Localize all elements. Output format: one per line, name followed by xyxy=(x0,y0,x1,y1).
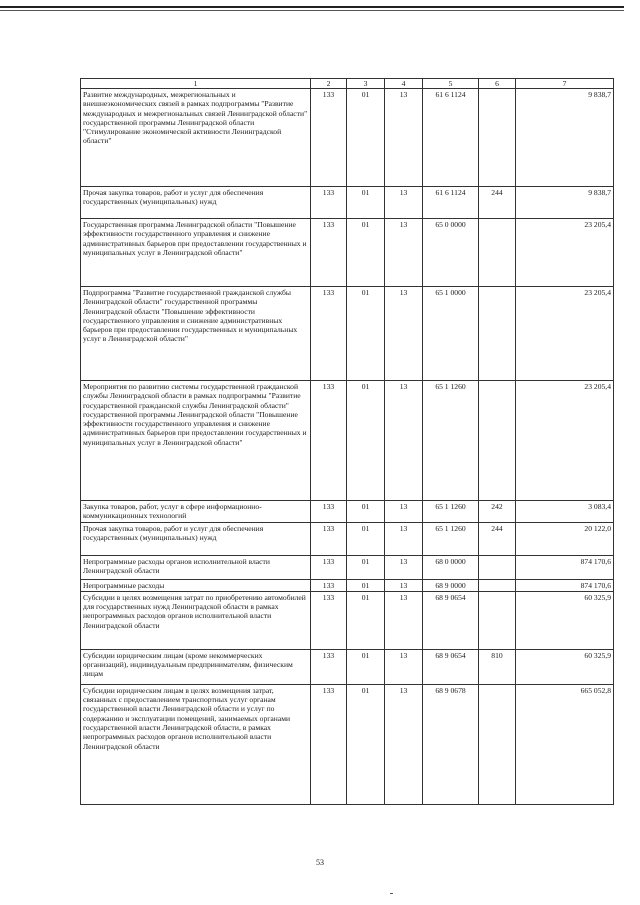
row-col7-cell: 9 838,7 xyxy=(516,187,614,219)
row-col3-cell: 01 xyxy=(347,649,385,684)
row-col2-cell: 133 xyxy=(311,381,347,501)
row-col7-cell: 20 122,0 xyxy=(516,522,614,555)
row-col7-cell: 23 205,4 xyxy=(516,219,614,287)
row-col5-cell: 65 1 1260 xyxy=(423,501,479,523)
row-col3-cell: 01 xyxy=(347,89,385,187)
top-rule xyxy=(0,6,624,8)
row-col3-cell: 01 xyxy=(347,187,385,219)
row-col6-cell: 242 xyxy=(479,501,516,523)
row-col4-cell: 13 xyxy=(385,381,423,501)
row-col3-cell: 01 xyxy=(347,287,385,381)
row-col2-cell: 133 xyxy=(311,579,347,591)
header-cell: 6 xyxy=(479,79,516,89)
row-col4-cell: 13 xyxy=(385,89,423,187)
table-row xyxy=(81,649,614,684)
row-col3-cell: 01 xyxy=(347,381,385,501)
header-cell: 3 xyxy=(347,79,385,89)
row-col5-cell: 65 1 1260 xyxy=(423,381,479,501)
row-col7-cell: 60 325,9 xyxy=(516,591,614,649)
row-col5-cell: 68 0 0000 xyxy=(423,555,479,579)
row-col4-cell: 13 xyxy=(385,287,423,381)
row-col2-cell: 133 xyxy=(311,649,347,684)
row-col2-cell: 133 xyxy=(311,219,347,287)
header-cell: 5 xyxy=(423,79,479,89)
table-row xyxy=(81,522,614,555)
table-row xyxy=(81,684,614,804)
page-number: 53 xyxy=(316,858,324,867)
table-row xyxy=(81,591,614,649)
table-row xyxy=(81,287,614,381)
row-name-cell: Подпрограмма "Развитие государственной гражданской службы Ленинградской области" государственной программы Ленинградской области "Повышение эффективности государственного управления и снижение административных барьеров при предоставлении государственных и муниципальных услуг в Ленинградской области" xyxy=(81,287,311,381)
row-col7-cell: 874 170,6 xyxy=(516,555,614,579)
row-name-cell: Закупка товаров, работ, услуг в сфере информационно-коммуникационных технологий xyxy=(81,501,311,523)
row-name-cell: Прочая закупка товаров, работ и услуг для обеспечения государственных (муниципальных) нужд xyxy=(81,522,311,555)
table-row xyxy=(81,381,614,501)
row-col3-cell: 01 xyxy=(347,591,385,649)
row-name-cell: Непрограммные расходы xyxy=(81,579,311,591)
row-col2-cell: 133 xyxy=(311,591,347,649)
row-col6-cell xyxy=(479,287,516,381)
row-col6-cell xyxy=(479,219,516,287)
table-row xyxy=(81,579,614,591)
row-col7-cell: 3 083,4 xyxy=(516,501,614,523)
header-row xyxy=(81,79,614,89)
row-col6-cell xyxy=(479,555,516,579)
row-col6-cell xyxy=(479,381,516,501)
row-col6-cell: 810 xyxy=(479,649,516,684)
table-row xyxy=(81,187,614,219)
row-name-cell: Непрограммные расходы органов исполнительной власти Ленинградской области xyxy=(81,555,311,579)
row-col7-cell: 23 205,4 xyxy=(516,381,614,501)
row-col4-cell: 13 xyxy=(385,522,423,555)
row-col7-cell: 23 205,4 xyxy=(516,287,614,381)
row-col2-cell: 133 xyxy=(311,287,347,381)
row-name-cell: Субсидии в целях возмещения затрат по приобретению автомобилей для государственных нужд Ленинградской области в рамках непрограммных расходов органов исполнительной власти Ленинградской области xyxy=(81,591,311,649)
table-row xyxy=(81,501,614,523)
header-cell: 2 xyxy=(311,79,347,89)
table-row xyxy=(81,89,614,187)
row-col6-cell: 244 xyxy=(479,522,516,555)
row-col5-cell: 61 6 1124 xyxy=(423,89,479,187)
row-col5-cell: 65 0 0000 xyxy=(423,219,479,287)
row-name-cell: Развитие международных, межрегиональных и внешнеэкономических связей в рамках подпрограммы "Развитие международных и межрегиональных связей Ленинградской области" государственной программы Ленинградской области "Стимулирование экономической активности Ленинградской области" xyxy=(81,89,311,187)
row-col5-cell: 68 9 0678 xyxy=(423,684,479,804)
row-name-cell: Субсидии юридическим лицам в целях возмещения затрат, связанных с предоставлением транспортных услуг органам государственной власти Ленинградской области и услуг по содержанию и эксплуатации помещений, занимаемых органами государственной власти Ленинградской области, в рамках непрограммных расходов органов исполнительной власти Ленинградской области xyxy=(81,684,311,804)
top-rule-thin xyxy=(0,10,624,11)
row-col6-cell: 244 xyxy=(479,187,516,219)
row-col4-cell: 13 xyxy=(385,501,423,523)
row-col6-cell xyxy=(479,579,516,591)
row-col4-cell: 13 xyxy=(385,591,423,649)
row-col6-cell xyxy=(479,89,516,187)
budget-table xyxy=(80,78,614,805)
row-col5-cell: 65 1 1260 xyxy=(423,522,479,555)
row-col2-cell: 133 xyxy=(311,555,347,579)
row-col6-cell xyxy=(479,684,516,804)
row-col4-cell: 13 xyxy=(385,555,423,579)
row-col2-cell: 133 xyxy=(311,522,347,555)
row-col2-cell: 133 xyxy=(311,501,347,523)
row-col5-cell: 65 1 0000 xyxy=(423,287,479,381)
row-col7-cell: 665 052,8 xyxy=(516,684,614,804)
row-col2-cell: 133 xyxy=(311,89,347,187)
row-col5-cell: 68 9 0654 xyxy=(423,591,479,649)
header-cell: 4 xyxy=(385,79,423,89)
row-name-cell: Прочая закупка товаров, работ и услуг для обеспечения государственных (муниципальных) нужд xyxy=(81,187,311,219)
row-col7-cell: 9 838,7 xyxy=(516,89,614,187)
row-col4-cell: 13 xyxy=(385,649,423,684)
row-col3-cell: 01 xyxy=(347,684,385,804)
row-col6-cell xyxy=(479,591,516,649)
row-name-cell: Субсидии юридическим лицам (кроме некоммерческих организаций), индивидуальным предпринимателям, физическим лицам xyxy=(81,649,311,684)
row-col2-cell: 133 xyxy=(311,187,347,219)
row-col5-cell: 61 6 1124 xyxy=(423,187,479,219)
row-col3-cell: 01 xyxy=(347,522,385,555)
row-col4-cell: 13 xyxy=(385,579,423,591)
row-name-cell: Государственная программа Ленинградской области "Повышение эффективности государственного управления и снижение административных барьеров при предоставлении государственных и муниципальных услуг в Ленинградской области" xyxy=(81,219,311,287)
row-col4-cell: 13 xyxy=(385,684,423,804)
row-col3-cell: 01 xyxy=(347,501,385,523)
scan-mark xyxy=(390,893,393,894)
header-cell: 1 xyxy=(81,79,311,89)
row-col4-cell: 13 xyxy=(385,187,423,219)
row-col5-cell: 68 9 0000 xyxy=(423,579,479,591)
row-col7-cell: 874 170,6 xyxy=(516,579,614,591)
table-body xyxy=(81,89,614,805)
row-col5-cell: 68 9 0654 xyxy=(423,649,479,684)
row-col3-cell: 01 xyxy=(347,219,385,287)
row-name-cell: Мероприятия по развитию системы государственной гражданской службы Ленинградской области в рамках подпрограммы "Развитие государственной гражданской службы Ленинградской области" государственной программы Ленинградской области "Повышение эффективности государственного управления и снижение административных барьеров при предоставлении государственных и муниципальных услуг в Ленинградской области" xyxy=(81,381,311,501)
table-row xyxy=(81,219,614,287)
row-col2-cell: 133 xyxy=(311,684,347,804)
row-col3-cell: 01 xyxy=(347,555,385,579)
header-cell: 7 xyxy=(516,79,614,89)
row-col3-cell: 01 xyxy=(347,579,385,591)
row-col7-cell: 60 325,9 xyxy=(516,649,614,684)
table-row xyxy=(81,555,614,579)
row-col4-cell: 13 xyxy=(385,219,423,287)
